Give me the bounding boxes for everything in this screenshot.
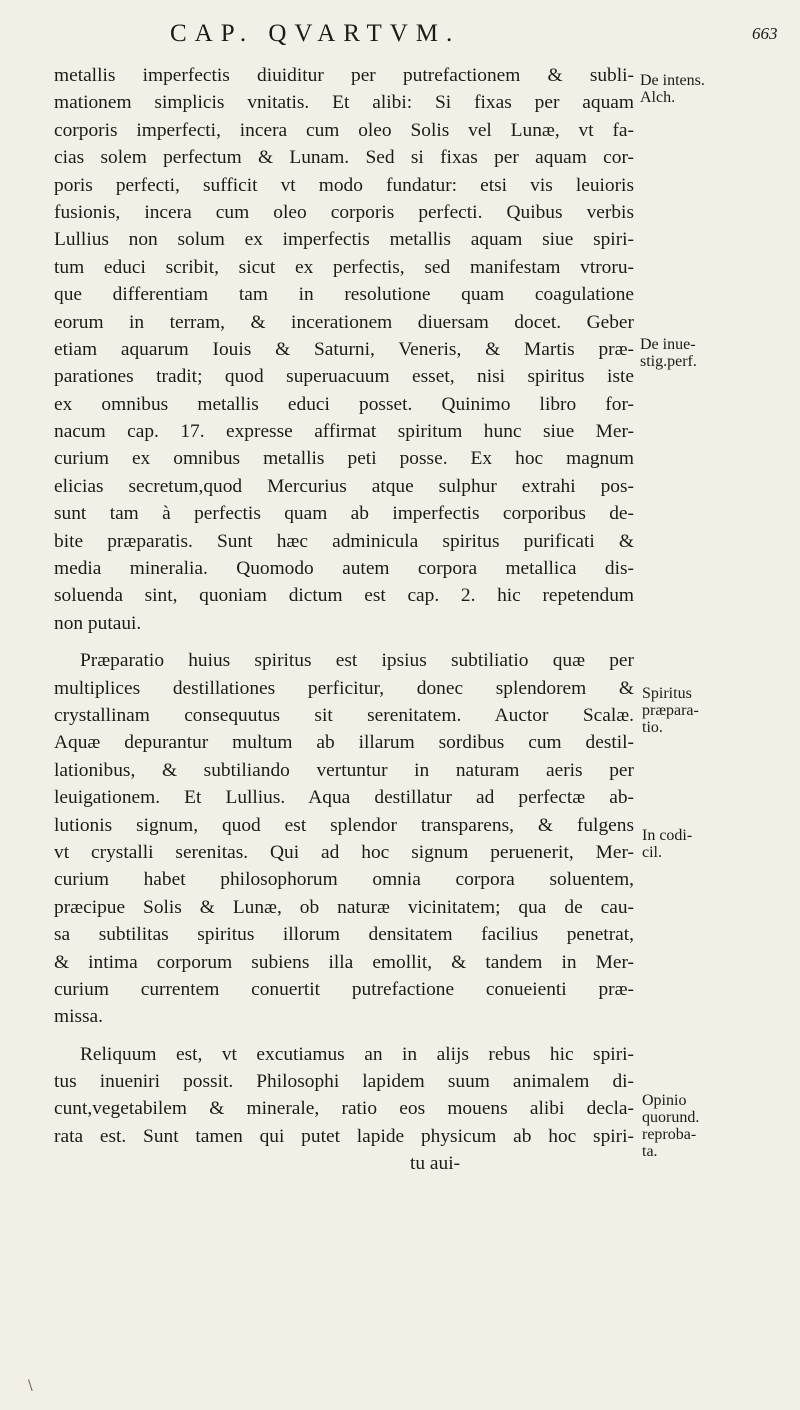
text-line: missa. [54,1006,104,1028]
text-line: præcipue Solis & Lunæ, ob naturæ vicinitatem; qua de cau- [54,896,634,918]
catchword: tu aui- [410,1153,461,1175]
text-line: & intima corporum subiens illa emollit, & tandem in Mer- [54,951,634,973]
text-line: Lullius non solum ex imperfectis metallis aquam siue spiri- [54,229,634,251]
margin-note [642,1092,699,1160]
margin-note-line: De inue- [640,336,696,353]
text-line: crystallinam consequutus sit serenitatem. Auctor Scalæ. [54,704,634,726]
text-line: eorum in terram, & incerationem diuersam docet. Geber [54,311,634,333]
text-line: rata est. Sunt tamen qui putet lapide physicum ab hoc spiri- [54,1125,634,1147]
text-line: que differentiam tam in resolutione quam coagulatione [54,284,634,306]
text-line: non putaui. [54,612,142,634]
stray-mark: \ [28,1378,33,1394]
margin-note [640,336,697,370]
text-line: parationes tradit; quod superuacuum esset, nisi spiritus iste [54,366,634,388]
text-line: elicias secretum,quod Mercurius atque sulphur extrahi pos- [54,475,634,497]
text-line: vt crystalli serenitas. Qui ad hoc signum peruenerit, Mer- [54,841,634,863]
text-line: sa subtilitas spiritus illorum densitatem facilius penetrat, [54,924,634,946]
margin-note-line: Opinio [642,1092,687,1109]
text-line: etiam aquarum Iouis & Saturni, Veneris, & Martis præ- [54,338,634,360]
margin-note-line: quorund. [642,1109,700,1126]
text-line: leuigationem. Et Lullius. Aqua destillatur ad perfectæ ab- [54,787,634,809]
text-line: curium habet philosophorum omnia corpora soluentem, [54,869,634,891]
text-line: Præparatio huius spiritus est ipsius subtiliatio quæ per [80,650,634,672]
text-line: soluenda sint, quoniam dictum est cap. 2. hic repetendum [54,585,634,607]
text-line: poris perfecti, sufficit vt modo fundatur: etsi vis leuioris [54,174,634,196]
text-line: metallis imperfectis diuiditur per putrefactionem & subli- [54,65,634,86]
margin-note-line: tio. [642,719,663,736]
page-number: 663 [752,24,778,43]
running-head [0,10,800,50]
margin-note-line: Alch. [640,89,676,106]
text-line: bite præparatis. Sunt hæc adminicula spiritus purificati & [54,530,634,552]
text-line: Aquæ depurantur multum ab illarum sordibus cum destil- [54,732,634,754]
margin-note-line: Spiritus [642,685,692,702]
text-line: lationibus, & subtiliando vertuntur in naturam aeris per [54,759,634,781]
text-line: curium ex omnibus metallis peti posse. Ex hoc magnum [54,448,634,470]
text-line: lutionis signum, quod est splendor transparens, & fulgens [54,814,634,836]
text-line: cunt,vegetabilem & minerale, ratio eos mouens alibi decla- [54,1098,634,1120]
paragraph [54,62,634,637]
margin-note-line: præpara- [642,702,699,719]
margin-note [642,827,692,861]
text-line: cias solem perfectum & Lunam. Sed si fixas per aquam cor- [54,147,634,169]
text-line: tus inueniri possit. Philosophi lapidem suum animalem di- [54,1071,634,1093]
text-line: ex omnibus metallis educi posset. Quinimo libro for- [54,393,634,415]
running-title: CAP. QVARTVM. [170,20,461,47]
text-line: fusionis, incera cum oleo corporis perfecti. Quibus verbis [54,201,634,223]
margin-note-line: De intens. [640,72,705,89]
text-line: sunt tam à perfectis quam ab imperfectis corporibus de- [54,503,634,525]
margin-note-line: reproba- [642,1126,697,1143]
body-text [54,62,634,1178]
margin-note [642,685,699,736]
text-line: curium currentem conuertit putrefactione conueienti præ- [54,978,634,1000]
text-line: nacum cap. 17. expresse affirmat spiritum hunc siue Mer- [54,421,634,443]
paragraph [54,647,634,1030]
margin-note [640,72,705,106]
margin-note-line: stig.perf. [640,353,697,370]
margin-note-line: ta. [642,1143,658,1160]
text-line: media mineralia. Quomodo autem corpora metallica dis- [54,558,634,580]
margin-note-line: cil. [642,844,662,861]
margin-note-line: In codi- [642,827,693,844]
text-line: corporis imperfecti, incera cum oleo Solis vel Lunæ, vt fa- [54,119,634,141]
text-line: multiplices destillationes perficitur, donec splendorem & [54,677,634,699]
text-line: Reliquum est, vt excutiamus an in alijs rebus hic spiri- [80,1043,634,1065]
text-line: mationem simplicis vnitatis. Et alibi: Si fixas per aquam [54,92,634,114]
paragraph [54,1041,634,1151]
text-line: tum educi scribit, sicut ex perfectis, sed manifestam vtroru- [54,256,634,278]
